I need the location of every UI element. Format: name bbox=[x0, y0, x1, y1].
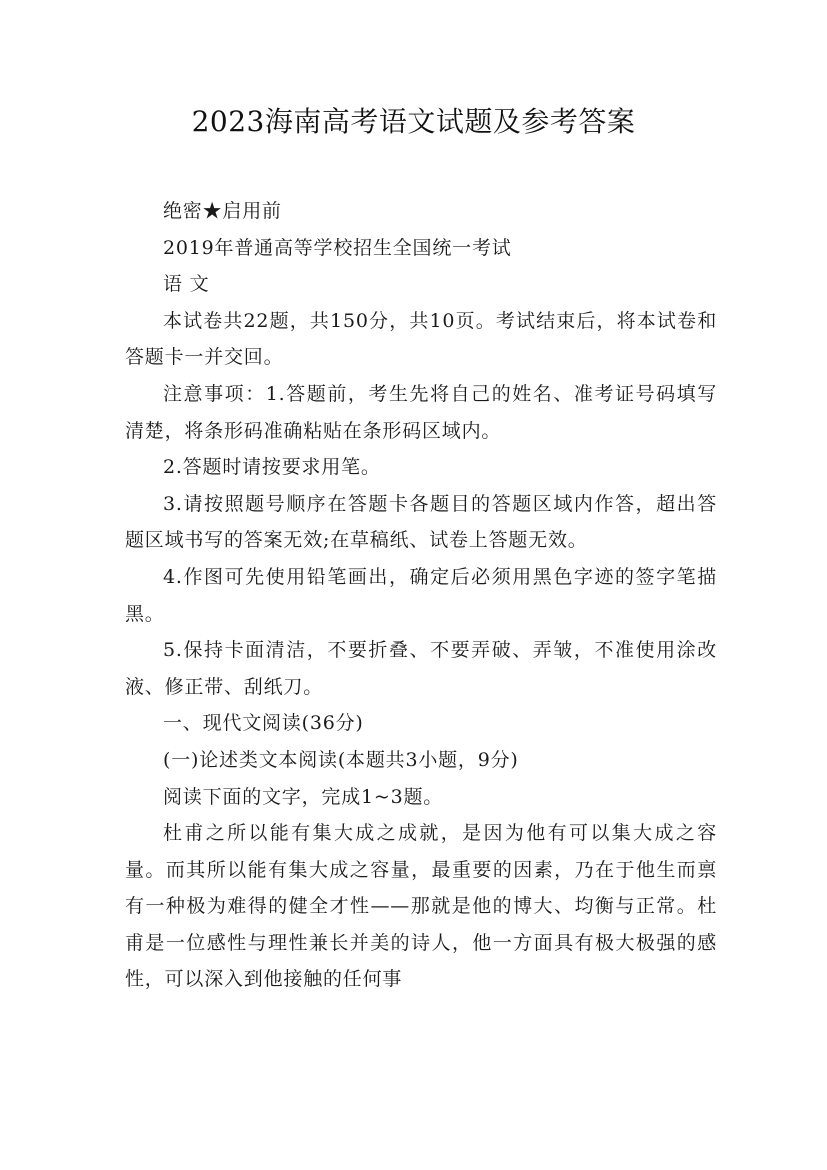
paragraph-notice-2: 2.答题时请按要求用笔。 bbox=[163, 456, 381, 479]
paragraph-notice-4: 4.作图可先使用铅笔画出，确定后必须用黑色字迹的签字笔描黑。 bbox=[125, 565, 717, 625]
paragraph-exam-name: 2019年普通高等学校招生全国统一考试 bbox=[163, 236, 512, 259]
document-body bbox=[125, 193, 717, 998]
reading-passage: 杜甫之所以能有集大成之成就，是因为他有可以集大成之容量。而其所以能有集大成之容量，最重要的因素，乃在于他生而禀有一种极为难得的健全才性——那就是他的博大、均衡与正常。杜甫是一位感性与理性兼长并美的诗人，他一方面具有极大极强的感性，可以深入到他接触的任何事 bbox=[125, 822, 717, 991]
paragraph-notice-5: 5.保持卡面清洁，不要折叠、不要弄破、弄皱，不准使用涂改液、修正带、刮纸刀。 bbox=[125, 639, 717, 698]
section-heading: 一、现代文阅读(36分) bbox=[163, 712, 364, 735]
paragraph-exam-info: 本试卷共22题，共150分，共10页。考试结束后，将本试卷和答题卡一并交回。 bbox=[125, 309, 717, 369]
paragraph-subject: 语 文 bbox=[163, 273, 210, 296]
paragraph-notice-3: 3.请按照题号顺序在答题卡各题目的答题区域内作答，超出答题区域书写的答案无效;在草稿纸、试卷上答题无效。 bbox=[125, 492, 717, 552]
paragraph-confidential: 绝密★启用前 bbox=[163, 200, 282, 222]
document-title: 2023海南高考语文试题及参考答案 bbox=[191, 105, 636, 138]
paragraph-notice-1: 注意事项：1.答题前，考生先将自己的姓名、准考证号码填写清楚，将条形码准确粘贴在条形码区域内。 bbox=[125, 382, 717, 442]
subsection-heading: (一)论述类文本阅读(本题共3小题，9分) bbox=[163, 748, 519, 771]
reading-instruction: 阅读下面的文字，完成1~3题。 bbox=[163, 785, 444, 808]
